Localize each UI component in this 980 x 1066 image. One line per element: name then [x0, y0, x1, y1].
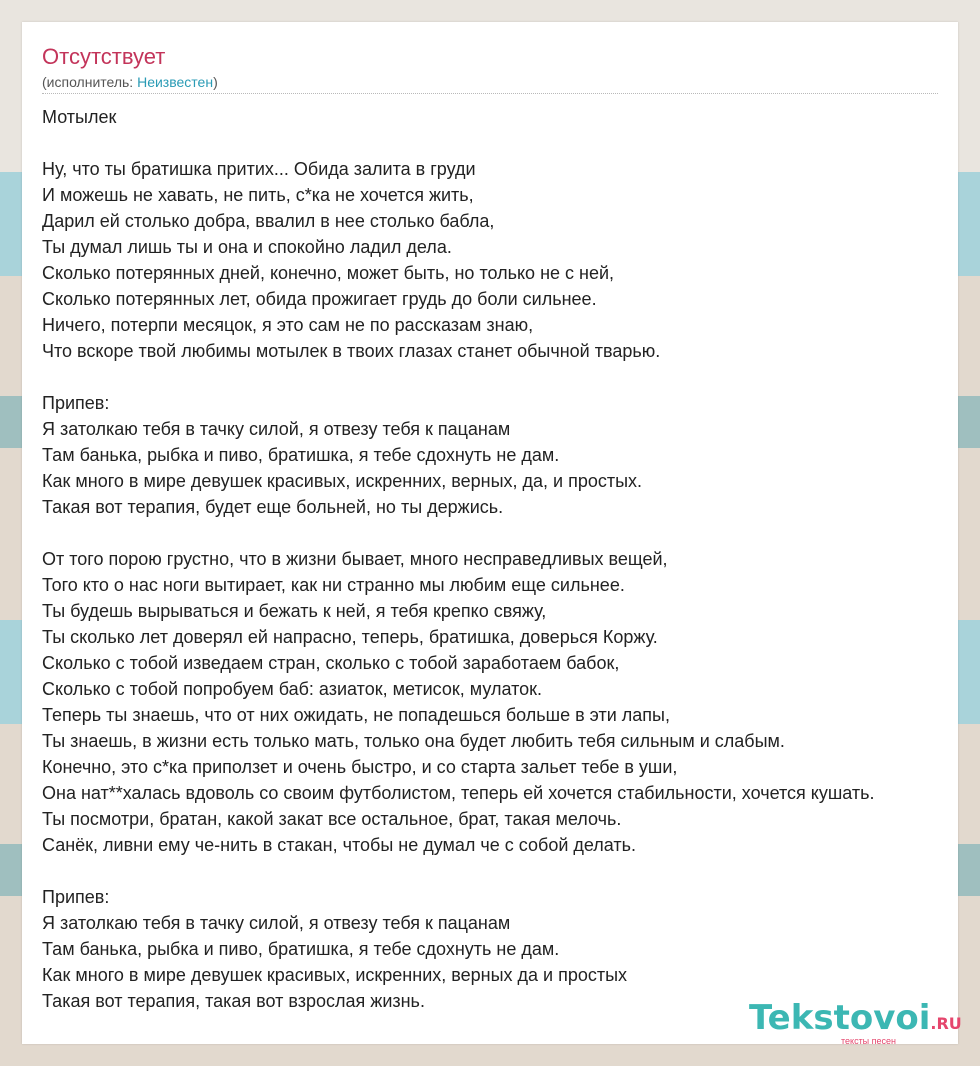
lyric-line: Того кто о нас ноги вытирает, как ни странно мы любим еще сильнее. [42, 575, 625, 595]
lyric-line: Ты посмотри, братан, какой закат все остальное, брат, такая мелочь. [42, 809, 622, 829]
lyric-line: Ничего, потерпи месяцок, я это сам не по рассказам знаю, [42, 315, 534, 335]
lyric-line: Я затолкаю тебя в тачку силой, я отвезу тебя к пацанам [42, 419, 511, 439]
lyric-line: Теперь ты знаешь, что от них ожидать, не попадешься больше в эти лапы, [42, 705, 670, 725]
watermark-brand-name: Tekstovoi [749, 998, 931, 1038]
lyric-line: Такая вот терапия, такая вот взрослая жизнь. [42, 991, 425, 1011]
lyric-line: Как много в мире девушек красивых, искренних, верных да и простых [42, 965, 628, 985]
lyric-line: От того порою грустно, что в жизни бывает, много несправедливых вещей, [42, 549, 668, 569]
watermark-subtitle: тексты песен [841, 1036, 897, 1046]
lyric-line: Мотылек [42, 107, 117, 127]
artist-suffix: ) [213, 74, 218, 90]
lyric-line: Санёк, ливни ему че-нить в стакан, чтобы не думал че с собой делать. [42, 835, 637, 855]
lyric-line [42, 858, 980, 884]
lyric-line: Как много в мире девушек красивых, искренних, верных, да, и простых. [42, 471, 643, 491]
lyric-line: Припев: [42, 887, 110, 907]
lyric-line [42, 520, 980, 546]
lyric-line: Ну, что ты братишка притих... Обида залита в груди [42, 159, 476, 179]
lyric-line [42, 364, 980, 390]
lyric-line: Припев: [42, 393, 110, 413]
watermark-suffix: .RU [930, 1014, 962, 1033]
lyric-line: Ты сколько лет доверял ей напрасно, теперь, братишка, доверься Коржу. [42, 627, 658, 647]
lyric-line: Ты думал лишь ты и она и спокойно ладил дела. [42, 237, 452, 257]
song-title: Отсутствует [42, 44, 166, 69]
lyric-line: Она нат**халась вдоволь со своим футболистом, теперь ей хочется стабильности, хочется кушать. [42, 783, 875, 803]
lyrics-card [22, 22, 962, 1046]
lyric-line: И можешь не хавать, не пить, с*ка не хочется жить, [42, 185, 474, 205]
lyric-line: Сколько потерянных лет, обида прожигает грудь до боли сильнее. [42, 289, 597, 309]
lyric-line: Дарил ей столько добра, ввалил в нее столько бабла, [42, 211, 495, 231]
lyric-line: Такая вот терапия, будет еще больней, но ты держись. [42, 497, 504, 517]
lyric-line: Сколько потерянных дней, конечно, может быть, но только не с ней, [42, 263, 615, 283]
lyric-line: Я затолкаю тебя в тачку силой, я отвезу тебя к пацанам [42, 913, 511, 933]
lyrics-text [42, 104, 980, 1014]
site-watermark [749, 998, 962, 1050]
lyric-line: Ты будешь вырываться и бежать к ней, я тебя крепко свяжу, [42, 601, 547, 621]
lyric-line: Там банька, рыбка и пиво, братишка, я тебе сдохнуть не дам. [42, 939, 560, 959]
artist-link[interactable]: Неизвестен [137, 74, 214, 90]
lyric-line: Ты знаешь, в жизни есть только мать, только она будет любить тебя сильным и слабым. [42, 731, 785, 751]
artist-prefix: (исполнитель: [42, 74, 138, 90]
artist-line [42, 73, 218, 91]
lyric-line: Конечно, это с*ка приползет и очень быстро, и со старта зальет тебе в уши, [42, 757, 678, 777]
lyric-line: Что вскоре твой любимы мотылек в твоих глазах станет обычной тварью. [42, 341, 661, 361]
title-divider [42, 93, 938, 94]
lyric-line: Сколько с тобой попробуем баб: азиаток, метисок, мулаток. [42, 679, 543, 699]
lyric-line: Там банька, рыбка и пиво, братишка, я тебе сдохнуть не дам. [42, 445, 560, 465]
lyric-line: Сколько с тобой изведаем стран, сколько с тобой заработаем бабок, [42, 653, 620, 673]
lyric-line [42, 130, 980, 156]
